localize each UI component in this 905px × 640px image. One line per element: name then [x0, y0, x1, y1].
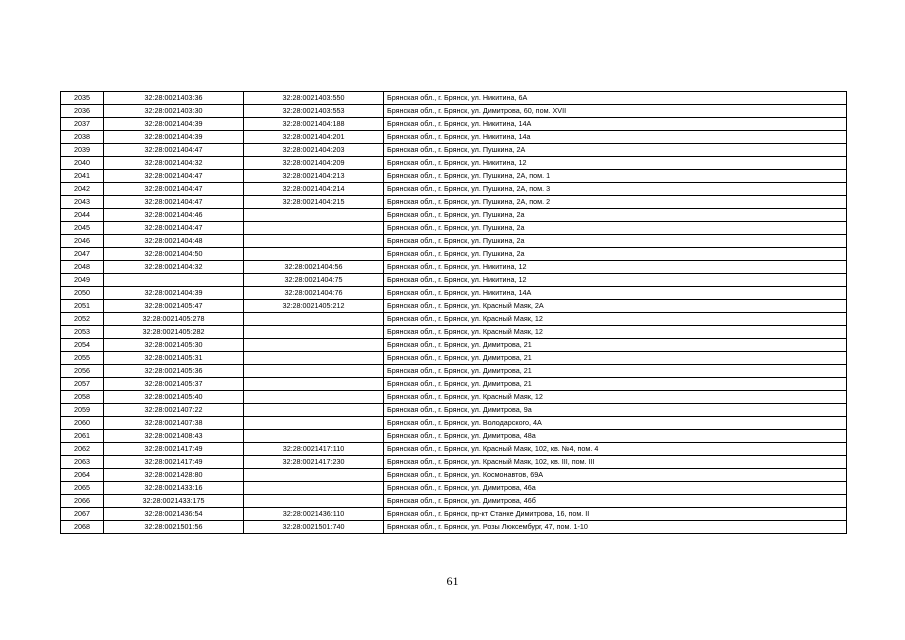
row-number-cell: 2049 — [61, 274, 104, 287]
address-cell: Брянская обл., г. Брянск, ул. Димитрова, 9а — [384, 404, 847, 417]
row-number-cell: 2051 — [61, 300, 104, 313]
row-number-cell: 2056 — [61, 365, 104, 378]
object-cadastral-number-cell: 32:28:0021403:553 — [244, 105, 384, 118]
row-number-cell: 2053 — [61, 326, 104, 339]
object-cadastral-number-cell — [244, 339, 384, 352]
row-number-cell: 2045 — [61, 222, 104, 235]
address-cell: Брянская обл., г. Брянск, ул. Никитина, 12 — [384, 261, 847, 274]
land-cadastral-number-cell: 32:28:0021404:32 — [104, 261, 244, 274]
row-number-cell: 2052 — [61, 313, 104, 326]
object-cadastral-number-cell — [244, 404, 384, 417]
row-number-cell: 2048 — [61, 261, 104, 274]
row-number-cell: 2068 — [61, 521, 104, 534]
land-cadastral-number-cell: 32:28:0021405:278 — [104, 313, 244, 326]
table-row — [61, 313, 847, 326]
object-cadastral-number-cell: 32:28:0021404:209 — [244, 157, 384, 170]
land-cadastral-number-cell: 32:28:0021404:32 — [104, 157, 244, 170]
table-row — [61, 287, 847, 300]
object-cadastral-number-cell: 32:28:0021501:740 — [244, 521, 384, 534]
table-row — [61, 274, 847, 287]
object-cadastral-number-cell — [244, 326, 384, 339]
address-cell: Брянская обл., г. Брянск, ул. Пушкина, 2а — [384, 209, 847, 222]
address-cell: Брянская обл., г. Брянск, ул. Димитрова, 21 — [384, 339, 847, 352]
table-row — [61, 261, 847, 274]
table-row — [61, 508, 847, 521]
object-cadastral-number-cell: 32:28:0021404:215 — [244, 196, 384, 209]
object-cadastral-number-cell: 32:28:0021404:76 — [244, 287, 384, 300]
object-cadastral-number-cell: 32:28:0021404:75 — [244, 274, 384, 287]
object-cadastral-number-cell — [244, 365, 384, 378]
land-cadastral-number-cell: 32:28:0021404:39 — [104, 131, 244, 144]
land-cadastral-number-cell: 32:28:0021404:47 — [104, 183, 244, 196]
table-row — [61, 326, 847, 339]
land-cadastral-number-cell: 32:28:0021404:46 — [104, 209, 244, 222]
row-number-cell: 2061 — [61, 430, 104, 443]
address-cell: Брянская обл., г. Брянск, ул. Никитина, 14А — [384, 118, 847, 131]
land-cadastral-number-cell: 32:28:0021436:54 — [104, 508, 244, 521]
address-cell: Брянская обл., г. Брянск, ул. Димитрова, 21 — [384, 352, 847, 365]
row-number-cell: 2036 — [61, 105, 104, 118]
address-cell: Брянская обл., г. Брянск, ул. Димитрова, 60, пом. XVII — [384, 105, 847, 118]
row-number-cell: 2062 — [61, 443, 104, 456]
page-number: 61 — [446, 574, 459, 588]
object-cadastral-number-cell — [244, 391, 384, 404]
table-row — [61, 365, 847, 378]
object-cadastral-number-cell: 32:28:0021404:213 — [244, 170, 384, 183]
table-row — [61, 430, 847, 443]
land-cadastral-number-cell: 32:28:0021405:37 — [104, 378, 244, 391]
land-cadastral-number-cell: 32:28:0021407:38 — [104, 417, 244, 430]
address-cell: Брянская обл., г. Брянск, ул. Красный Маяк, 102, кв. №4, пом. 4 — [384, 443, 847, 456]
land-cadastral-number-cell: 32:28:0021403:30 — [104, 105, 244, 118]
object-cadastral-number-cell — [244, 235, 384, 248]
row-number-cell: 2044 — [61, 209, 104, 222]
table-row — [61, 404, 847, 417]
address-cell: Брянская обл., г. Брянск, ул. Пушкина, 2А, пом. 1 — [384, 170, 847, 183]
row-number-cell: 2063 — [61, 456, 104, 469]
address-cell: Брянская обл., г. Брянск, пр-кт Станке Димитрова, 16, пом. II — [384, 508, 847, 521]
address-cell: Брянская обл., г. Брянск, ул. Красный Маяк, 12 — [384, 391, 847, 404]
address-cell: Брянская обл., г. Брянск, ул. Никитина, 14а — [384, 131, 847, 144]
table-row — [61, 352, 847, 365]
object-cadastral-number-cell: 32:28:0021404:188 — [244, 118, 384, 131]
object-cadastral-number-cell: 32:28:0021404:214 — [244, 183, 384, 196]
land-cadastral-number-cell: 32:28:0021404:47 — [104, 222, 244, 235]
land-cadastral-number-cell: 32:28:0021405:47 — [104, 300, 244, 313]
row-number-cell: 2066 — [61, 495, 104, 508]
row-number-cell: 2067 — [61, 508, 104, 521]
address-cell: Брянская обл., г. Брянск, ул. Красный Маяк, 2А — [384, 300, 847, 313]
table-row — [61, 144, 847, 157]
land-cadastral-number-cell: 32:28:0021405:36 — [104, 365, 244, 378]
land-cadastral-number-cell: 32:28:0021405:40 — [104, 391, 244, 404]
land-cadastral-number-cell: 32:28:0021417:49 — [104, 456, 244, 469]
land-cadastral-number-cell: 32:28:0021404:47 — [104, 170, 244, 183]
object-cadastral-number-cell — [244, 209, 384, 222]
land-cadastral-number-cell: 32:28:0021404:50 — [104, 248, 244, 261]
table-row — [61, 157, 847, 170]
land-cadastral-number-cell: 32:28:0021433:16 — [104, 482, 244, 495]
table-row — [61, 521, 847, 534]
land-cadastral-number-cell: 32:28:0021405:31 — [104, 352, 244, 365]
cadastral-table — [60, 91, 847, 534]
table-row — [61, 339, 847, 352]
row-number-cell: 2055 — [61, 352, 104, 365]
table-row — [61, 391, 847, 404]
land-cadastral-number-cell: 32:28:0021428:80 — [104, 469, 244, 482]
row-number-cell: 2058 — [61, 391, 104, 404]
address-cell: Брянская обл., г. Брянск, ул. Димитрова, 46а — [384, 482, 847, 495]
row-number-cell: 2060 — [61, 417, 104, 430]
object-cadastral-number-cell — [244, 495, 384, 508]
row-number-cell: 2046 — [61, 235, 104, 248]
address-cell: Брянская обл., г. Брянск, ул. Володарского, 4А — [384, 417, 847, 430]
table-row — [61, 118, 847, 131]
land-cadastral-number-cell: 32:28:0021407:22 — [104, 404, 244, 417]
row-number-cell: 2040 — [61, 157, 104, 170]
land-cadastral-number-cell: 32:28:0021404:47 — [104, 144, 244, 157]
address-cell: Брянская обл., г. Брянск, ул. Димитрова, 48а — [384, 430, 847, 443]
row-number-cell: 2054 — [61, 339, 104, 352]
address-cell: Брянская обл., г. Брянск, ул. Димитрова, 46б — [384, 495, 847, 508]
address-cell: Брянская обл., г. Брянск, ул. Никитина, 14А — [384, 287, 847, 300]
address-cell: Брянская обл., г. Брянск, ул. Димитрова, 21 — [384, 365, 847, 378]
table-row — [61, 222, 847, 235]
table-row — [61, 92, 847, 105]
object-cadastral-number-cell — [244, 222, 384, 235]
table-row — [61, 417, 847, 430]
object-cadastral-number-cell: 32:28:0021436:110 — [244, 508, 384, 521]
row-number-cell: 2050 — [61, 287, 104, 300]
table-row — [61, 482, 847, 495]
row-number-cell: 2057 — [61, 378, 104, 391]
object-cadastral-number-cell: 32:28:0021404:201 — [244, 131, 384, 144]
row-number-cell: 2042 — [61, 183, 104, 196]
table-row — [61, 209, 847, 222]
table-row — [61, 131, 847, 144]
object-cadastral-number-cell: 32:28:0021405:212 — [244, 300, 384, 313]
land-cadastral-number-cell: 32:28:0021501:56 — [104, 521, 244, 534]
table-row — [61, 456, 847, 469]
table-row — [61, 183, 847, 196]
table-row — [61, 248, 847, 261]
row-number-cell: 2035 — [61, 92, 104, 105]
object-cadastral-number-cell — [244, 417, 384, 430]
row-number-cell: 2039 — [61, 144, 104, 157]
address-cell: Брянская обл., г. Брянск, ул. Космонавтов, 69А — [384, 469, 847, 482]
address-cell: Брянская обл., г. Брянск, ул. Красный Маяк, 102, кв. III, пом. III — [384, 456, 847, 469]
address-cell: Брянская обл., г. Брянск, ул. Пушкина, 2А, пом. 2 — [384, 196, 847, 209]
table-row — [61, 105, 847, 118]
table-row — [61, 170, 847, 183]
table-row — [61, 300, 847, 313]
address-cell: Брянская обл., г. Брянск, ул. Красный Маяк, 12 — [384, 326, 847, 339]
land-cadastral-number-cell: 32:28:0021408:43 — [104, 430, 244, 443]
land-cadastral-number-cell: 32:28:0021417:49 — [104, 443, 244, 456]
row-number-cell: 2047 — [61, 248, 104, 261]
table-row — [61, 495, 847, 508]
land-cadastral-number-cell: 32:28:0021433:175 — [104, 495, 244, 508]
address-cell: Брянская обл., г. Брянск, ул. Никитина, 12 — [384, 157, 847, 170]
address-cell: Брянская обл., г. Брянск, ул. Пушкина, 2а — [384, 235, 847, 248]
address-cell: Брянская обл., г. Брянск, ул. Розы Люксембург, 47, пом. 1-10 — [384, 521, 847, 534]
row-number-cell: 2043 — [61, 196, 104, 209]
object-cadastral-number-cell: 32:28:0021403:550 — [244, 92, 384, 105]
address-cell: Брянская обл., г. Брянск, ул. Пушкина, 2А, пом. 3 — [384, 183, 847, 196]
address-cell: Брянская обл., г. Брянск, ул. Пушкина, 2а — [384, 222, 847, 235]
object-cadastral-number-cell — [244, 482, 384, 495]
address-cell: Брянская обл., г. Брянск, ул. Пушкина, 2а — [384, 248, 847, 261]
object-cadastral-number-cell — [244, 378, 384, 391]
object-cadastral-number-cell — [244, 430, 384, 443]
land-cadastral-number-cell: 32:28:0021403:36 — [104, 92, 244, 105]
land-cadastral-number-cell: 32:28:0021404:47 — [104, 196, 244, 209]
object-cadastral-number-cell: 32:28:0021404:56 — [244, 261, 384, 274]
table-row — [61, 469, 847, 482]
row-number-cell: 2041 — [61, 170, 104, 183]
address-cell: Брянская обл., г. Брянск, ул. Димитрова, 21 — [384, 378, 847, 391]
object-cadastral-number-cell: 32:28:0021417:110 — [244, 443, 384, 456]
row-number-cell: 2059 — [61, 404, 104, 417]
land-cadastral-number-cell: 32:28:0021404:39 — [104, 118, 244, 131]
land-cadastral-number-cell: 32:28:0021404:39 — [104, 287, 244, 300]
address-cell: Брянская обл., г. Брянск, ул. Никитина, 12 — [384, 274, 847, 287]
row-number-cell: 2065 — [61, 482, 104, 495]
row-number-cell: 2038 — [61, 131, 104, 144]
object-cadastral-number-cell: 32:28:0021404:203 — [244, 144, 384, 157]
row-number-cell: 2037 — [61, 118, 104, 131]
land-cadastral-number-cell: 32:28:0021404:48 — [104, 235, 244, 248]
table-row — [61, 235, 847, 248]
address-cell: Брянская обл., г. Брянск, ул. Пушкина, 2А — [384, 144, 847, 157]
land-cadastral-number-cell — [104, 274, 244, 287]
table-row — [61, 196, 847, 209]
land-cadastral-number-cell: 32:28:0021405:30 — [104, 339, 244, 352]
object-cadastral-number-cell — [244, 248, 384, 261]
table-row — [61, 378, 847, 391]
land-cadastral-number-cell: 32:28:0021405:282 — [104, 326, 244, 339]
table-body — [61, 92, 847, 534]
table-row — [61, 443, 847, 456]
address-cell: Брянская обл., г. Брянск, ул. Никитина, 6А — [384, 92, 847, 105]
row-number-cell: 2064 — [61, 469, 104, 482]
object-cadastral-number-cell — [244, 352, 384, 365]
object-cadastral-number-cell — [244, 469, 384, 482]
object-cadastral-number-cell: 32:28:0021417:230 — [244, 456, 384, 469]
address-cell: Брянская обл., г. Брянск, ул. Красный Маяк, 12 — [384, 313, 847, 326]
object-cadastral-number-cell — [244, 313, 384, 326]
